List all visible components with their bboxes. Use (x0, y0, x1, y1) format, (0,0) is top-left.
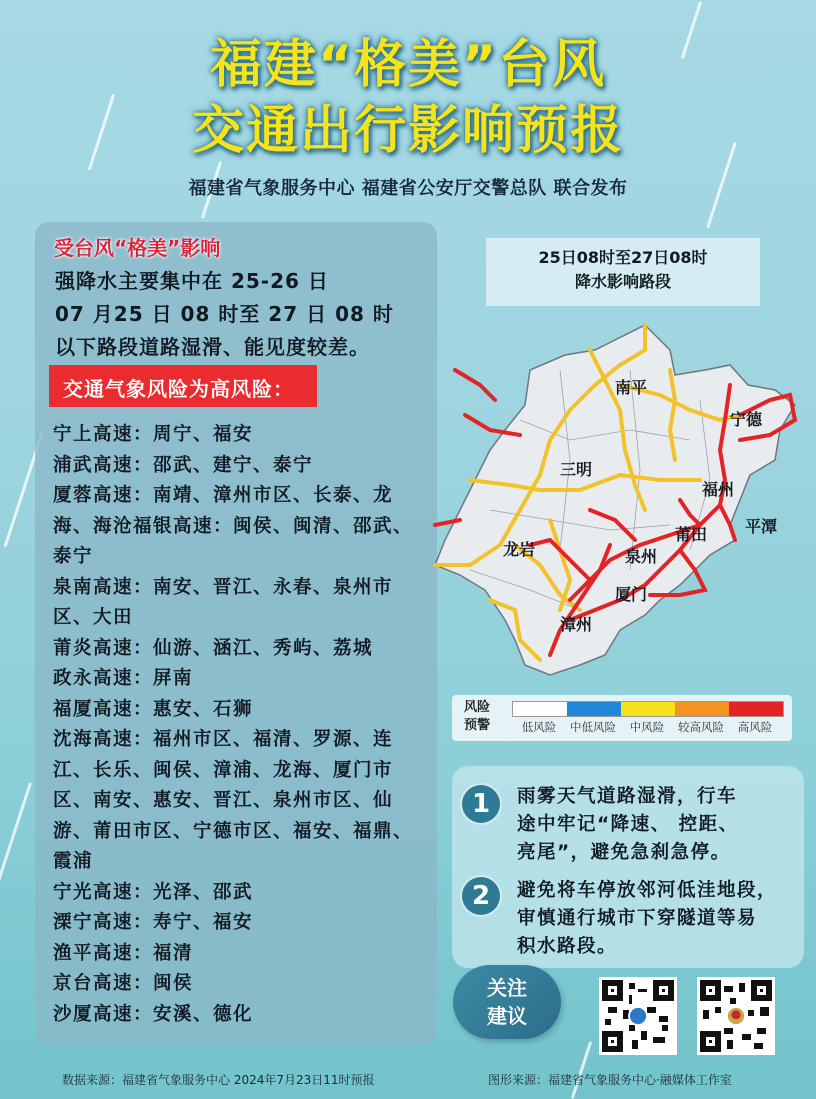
road-line: 莆炎高速：仙游、涵江、秀屿、荔城 (53, 637, 374, 659)
legend-swatch-low (513, 702, 567, 716)
tip-line: 亮尾”，避免急刹急停。 (517, 842, 731, 863)
tip-number-badge: 1 (462, 785, 500, 823)
city-label: 莆田 (675, 525, 708, 544)
road-line: 福厦高速：惠安、石狮 (53, 698, 254, 720)
legend-title-line2: 预警 (464, 718, 491, 733)
legend-label: 低风险 (521, 720, 557, 734)
road-line: 江、长乐、闽侯、漳浦、龙海、厦门市 (53, 759, 394, 781)
road-line: 宁上高速：周宁、福安 (53, 424, 254, 445)
city-label: 漳州 (560, 615, 593, 634)
fujian-road-risk-map (430, 310, 810, 690)
weather-service-qr-code[interactable] (599, 977, 677, 1055)
graphic-source-note: 图形来源：福建省气象服务中心·融媒体工作室 (488, 1073, 732, 1087)
rain-period-text: 强降水主要集中在 25-26 日 (55, 269, 329, 293)
road-line: 泰宁 (53, 546, 94, 567)
legend-swatch-medium-high (675, 702, 729, 716)
road-line: 区、南安、惠安、晋江、泉州市区、仙 (53, 790, 394, 811)
city-label: 福州 (702, 480, 735, 499)
road-line: 京台高速：闽侯 (53, 973, 194, 994)
tip-line: 雨雾天气道路湿滑，行车 (517, 786, 738, 807)
publishers: 福建省气象服务中心 福建省公安厅交警总队 联合发布 (188, 178, 628, 199)
map-caption (486, 238, 760, 306)
data-source-note: 数据来源：福建省气象服务中心 2024年7月23日11时预报 (62, 1073, 375, 1087)
legend-label: 较高风险 (678, 720, 724, 734)
road-line: 游、莆田市区、宁德市区、福安、福鼎、 (53, 820, 414, 842)
legend-swatch-medium (621, 702, 675, 716)
road-line: 政永高速：屏南 (53, 668, 194, 689)
legend-label: 中风险 (629, 720, 665, 734)
traffic-police-qr-code[interactable] (697, 977, 775, 1055)
tip-line: 审慎通行城市下穿隧道等易 (517, 908, 758, 929)
city-label: 三明 (560, 460, 593, 479)
road-list (53, 420, 423, 1030)
road-condition-text: 以下路段道路湿滑、能见度较差。 (55, 335, 370, 359)
map-caption-time: 25日08时至27日08时 (538, 248, 708, 267)
time-range-text: 07 月25 日 08 时至 27 日 08 时 (55, 302, 394, 326)
tip-text (517, 783, 797, 867)
city-label: 宁德 (730, 410, 763, 429)
qr-code-icon (602, 980, 674, 1052)
road-line: 渔平高速：福清 (53, 942, 194, 964)
legend-swatch-high (729, 702, 783, 716)
high-risk-banner: 交通气象风险为高风险： (49, 365, 317, 407)
tip-line: 途中牢记“降速、 控距、 (517, 814, 739, 835)
road-line: 溧宁高速：寿宁、福安 (53, 912, 254, 933)
road-line: 泉南高速：南安、晋江、永春、泉州市 (53, 576, 394, 598)
rain-streak (571, 1041, 592, 1099)
qr-code-icon (700, 980, 772, 1052)
road-line: 海、海沧福银高速：闽侯、闽清、邵武、 (53, 515, 414, 537)
legend-title-line1: 风险 (464, 700, 491, 715)
road-line: 霞浦 (53, 851, 94, 872)
risk-legend (452, 695, 792, 741)
city-label: 泉州 (625, 547, 658, 566)
road-line: 区、大田 (53, 607, 134, 628)
tip-line: 积水路段。 (517, 936, 618, 957)
follow-label-line2: 建议 (487, 1004, 527, 1028)
main-title-line1: 福建“格美”台风 (209, 35, 607, 95)
main-title-line2: 交通出行影响预报 (191, 101, 624, 161)
city-label: 平潭 (745, 517, 778, 536)
legend-color-bar (512, 701, 784, 717)
road-line: 沙厦高速：安溪、德化 (53, 1003, 254, 1025)
rain-streak (0, 782, 32, 888)
map-caption-title: 降水影响路段 (574, 272, 671, 291)
city-label: 南平 (615, 378, 648, 397)
road-line: 浦武高速：邵武、建宁、泰宁 (53, 454, 314, 476)
road-line: 厦蓉高速：南靖、漳州市区、长泰、龙 (53, 485, 394, 506)
province-map-icon (430, 310, 810, 690)
follow-label-line1: 关注 (487, 976, 527, 1000)
city-label: 龙岩 (503, 540, 536, 559)
tip-number-badge: 2 (462, 877, 500, 915)
legend-label: 中低风险 (570, 720, 616, 734)
legend-label: 高风险 (737, 720, 773, 734)
panel-heading: 受台风“格美”影响 (54, 236, 221, 260)
tip-line: 避免将车停放邻河低洼地段， (517, 880, 778, 901)
tip-text (517, 877, 797, 961)
follow-button[interactable] (453, 965, 561, 1039)
road-line: 宁光高速：光泽、邵武 (53, 881, 254, 903)
city-label: 厦门 (615, 585, 648, 604)
legend-swatch-medium-low (567, 702, 621, 716)
road-line: 沈海高速：福州市区、福清、罗源、连 (53, 729, 394, 750)
